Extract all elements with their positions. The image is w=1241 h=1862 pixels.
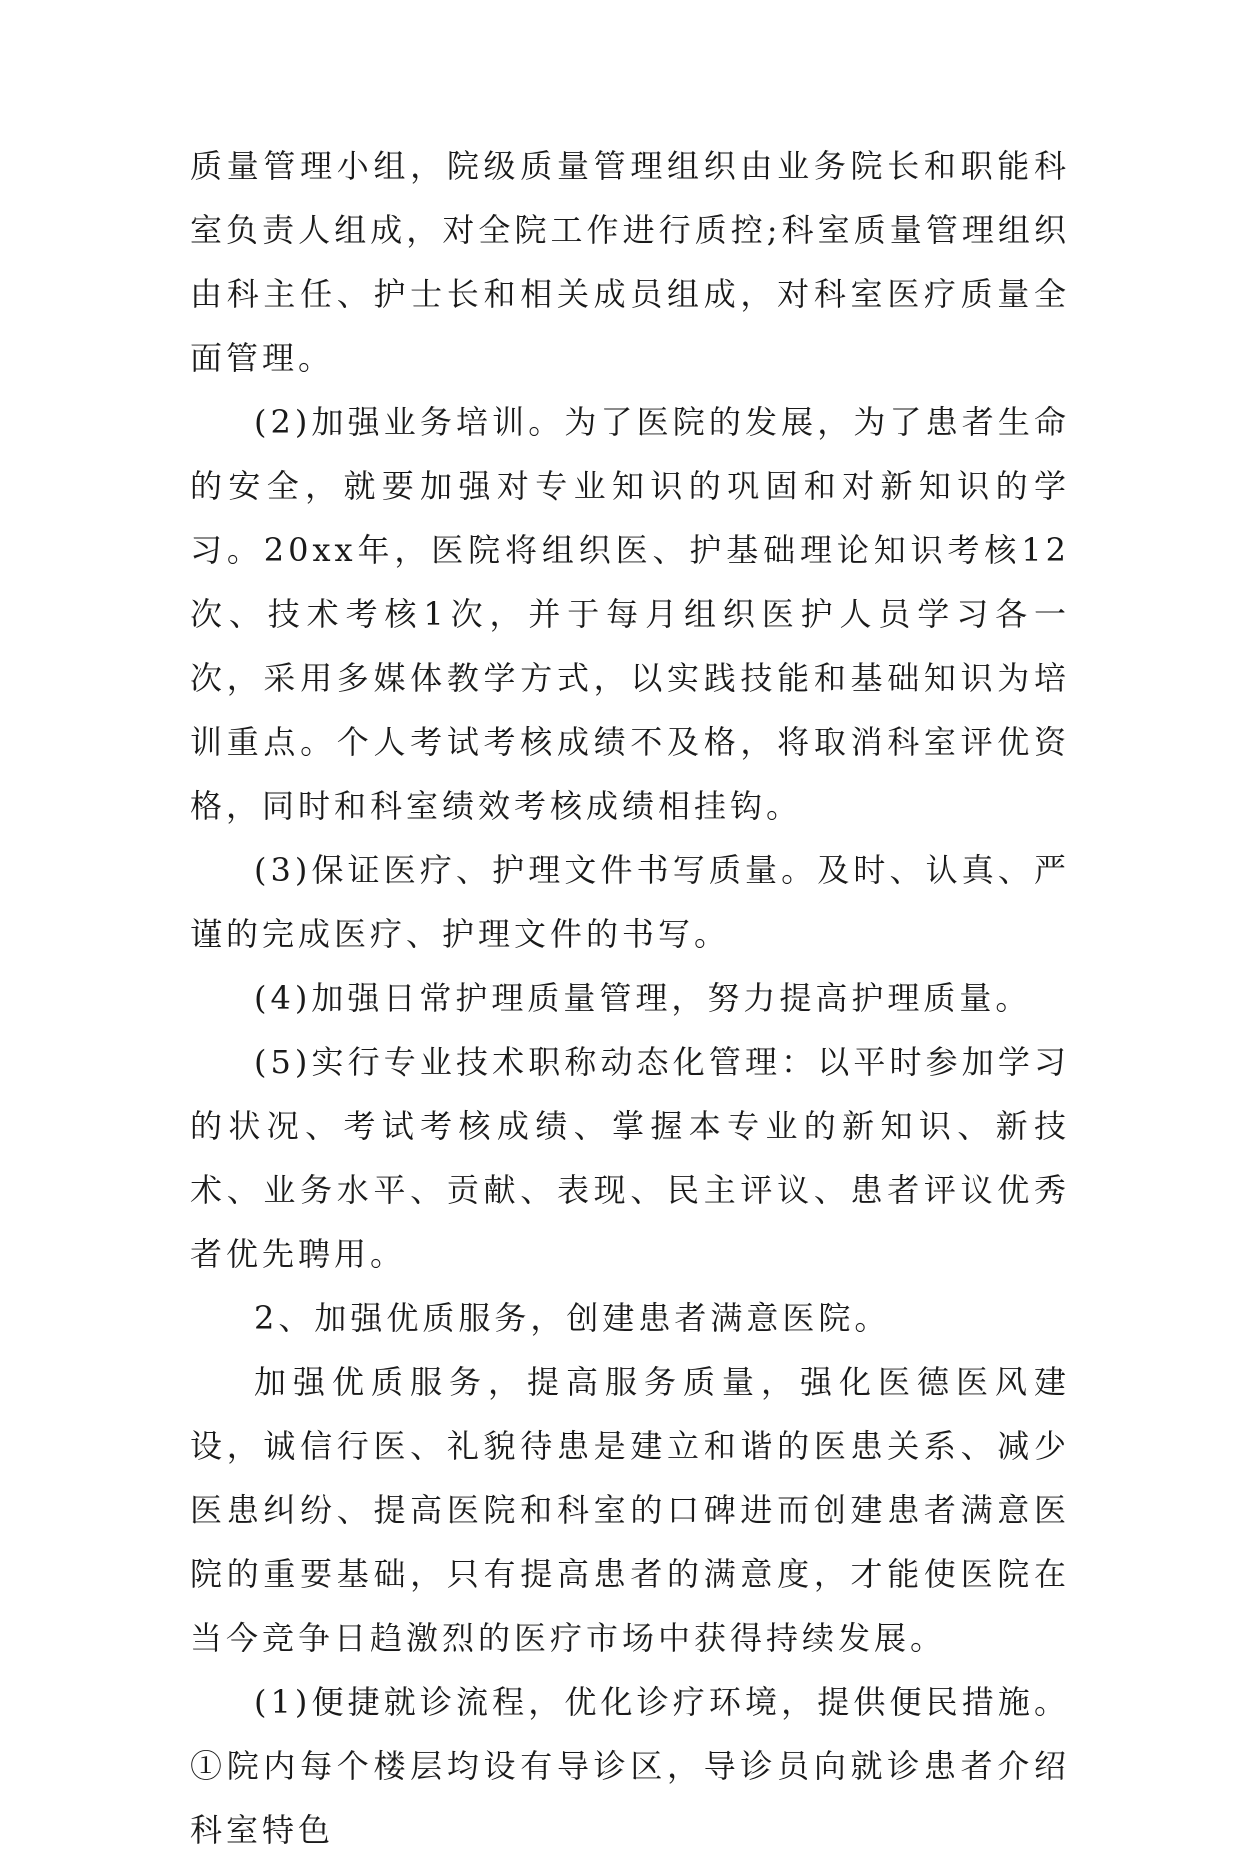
paragraph-4: (4)加强日常护理质量管理，努力提高护理质量。 — [254, 979, 1032, 1017]
section-heading-2: 2、加强优质服务，创建患者满意医院。 — [254, 1299, 891, 1337]
paragraph-3: (3)保证医疗、护理文件书写质量。及时、认真、严谨的完成医疗、护理文件的书写。 — [190, 851, 1070, 953]
paragraph-7: 加强优质服务，提高服务质量，强化医德医风建设，诚信行医、礼貌待患是建立和谐的医患关系、减少医患纠纷、提高医院和科室的口碑进而创建患者满意医院的重要基础，只有提高患者的满意度，才能使医院在当今竞争日趋激烈的医疗市场中获得持续发展。 — [190, 1363, 1070, 1657]
paragraph-5: (5)实行专业技术职称动态化管理：以平时参加学习的状况、考试考核成绩、掌握本专业的新知识、新技术、业务水平、贡献、表现、民主评议、患者评议优秀者优先聘用。 — [190, 1043, 1070, 1273]
document-body — [190, 134, 1070, 1862]
paragraph-1: 质量管理小组，院级质量管理组织由业务院长和职能科室负责人组成，对全院工作进行质控;科室质量管理组织由科主任、护士长和相关成员组成，对科室医疗质量全面管理。 — [190, 147, 1070, 377]
paragraph-8: (1)便捷就诊流程，优化诊疗环境，提供便民措施。①院内每个楼层均设有导诊区，导诊员向就诊患者介绍科室特色 — [190, 1683, 1070, 1849]
paragraph-2: (2)加强业务培训。为了医院的发展，为了患者生命的安全，就要加强对专业知识的巩固和对新知识的学习。20xx年，医院将组织医、护基础理论知识考核12次、技术考核1次，并于每月组织医护人员学习各一次，采用多媒体教学方式，以实践技能和基础知识为培训重点。个人考试考核成绩不及格，将取消科室评优资格，同时和科室绩效考核成绩相挂钩。 — [190, 403, 1070, 825]
